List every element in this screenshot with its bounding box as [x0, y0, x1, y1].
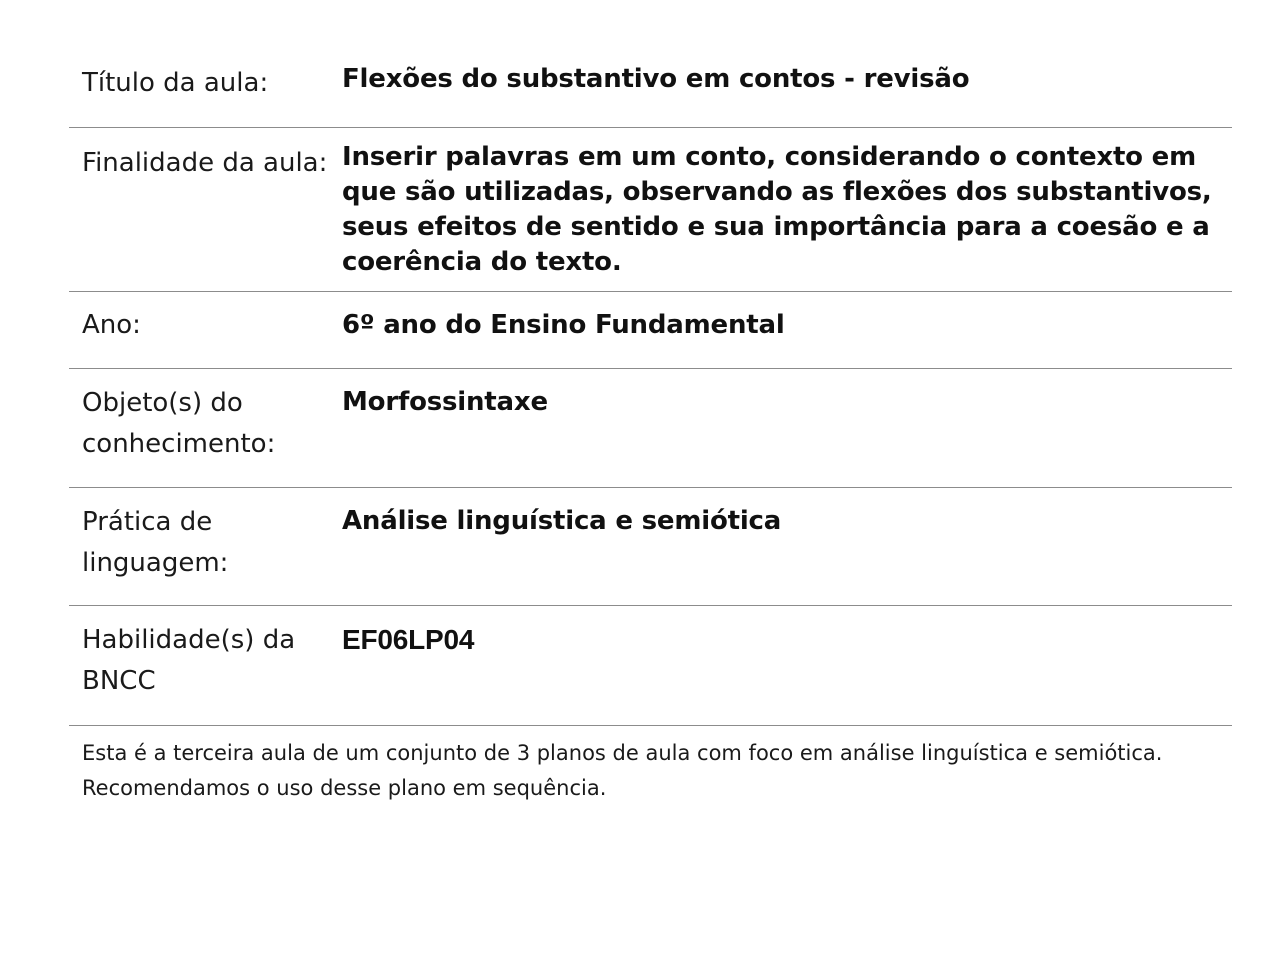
title-value: Flexões do substantivo em contos - revisão: [342, 64, 970, 94]
table-row-title: [69, 42, 1232, 128]
purpose-label: Finalidade da aula:: [82, 148, 328, 178]
title-label: Título da aula:: [82, 68, 269, 98]
language-practice-label: Prática de linguagem:: [82, 507, 229, 578]
year-value: 6º ano do Ensino Fundamental: [342, 310, 785, 340]
table-row-bncc-skill: [69, 606, 1232, 726]
purpose-value: Inserir palavras em um conto, considerando o contexto em que são utilizadas, observando as flexões dos substantivos, seus efeitos de sentido e sua importância para a coesão e a coerência do texto.: [342, 142, 1212, 277]
table-row-language-practice: [69, 488, 1232, 606]
knowledge-object-value: Morfossintaxe: [342, 387, 548, 417]
year-label: Ano:: [82, 310, 141, 340]
table-row-purpose: [69, 128, 1232, 292]
language-practice-value: Análise linguística e semiótica: [342, 506, 782, 536]
knowledge-object-label: Objeto(s) do conhecimento:: [82, 388, 276, 459]
bncc-skill-label: Habilidade(s) da BNCC: [82, 625, 296, 696]
table-row-knowledge-object: [69, 369, 1232, 488]
bncc-skill-value: EF06LP04: [342, 624, 475, 655]
sequence-note: Esta é a terceira aula de um conjunto de 3 planos de aula com foco em análise linguística e semiótica. Recomendamos o uso desse plano em sequência.: [82, 741, 1163, 800]
lesson-info-table: [69, 42, 1232, 726]
table-row-year: [69, 292, 1232, 369]
